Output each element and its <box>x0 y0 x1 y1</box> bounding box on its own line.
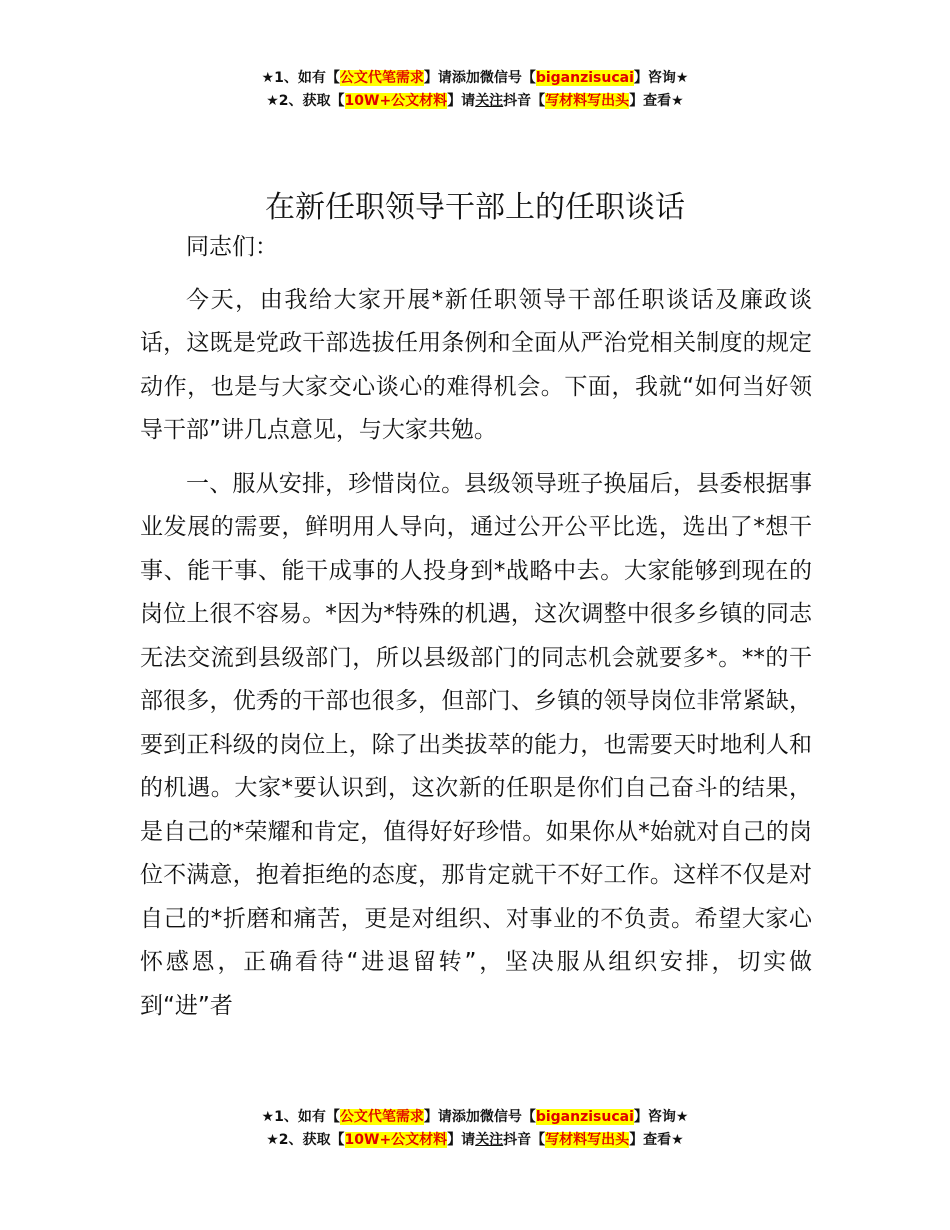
salutation: 同志们： <box>186 234 278 260</box>
banner-text: 抖音【 <box>503 93 546 109</box>
banner-highlight-wechat: biganzisucai <box>535 70 634 86</box>
banner-line-2 <box>0 1129 950 1152</box>
body-paragraph: 一、服从安排，珍惜岗位。县级领导班子换届后，县委根据事业发展的需要，鲜明用人导向，通过公开公平比选，选出了*想干事、能干事、能干成事的人投身到*战略中去。大家能够到现在的岗位上很不容易。*因为*特殊的机遇，这次调整中很多乡镇的同志无法交流到县级部门，所以县级部门的同志机会就要多*。**的干部很多，优秀的干部也很多，但部门、乡镇的领导岗位非常紧缺，要到正科级的岗位上，除了出类拔萃的能力，也需要天时地利人和的机遇。大家*要认识到，这次新的任职是你们自己奋斗的结果，是自己的*荣耀和肯定，值得好好珍惜。如果你从*始就对自己的岗位不满意，抱着拒绝的态度，那肯定就干不好工作。这样不仅是对自己的*折磨和痛苦，更是对组织、对事业的不负责。希望大家心怀感恩，正确看待“进退留转”，坚决服从组织安排，切实做到“进”者 <box>140 470 812 1019</box>
body-paragraph: 今天，由我给大家开展*新任职领导干部任职谈话及廉政谈话，这既是党政干部选拔任用条例和全面从严治党相关制度的规定动作，也是与大家交心谈心的难得机会。下面，我就“如何当好领导干部”讲几点意见，与大家共勉。 <box>140 286 812 443</box>
document-body <box>140 226 812 1028</box>
banner-text: 微信号【 <box>479 70 536 86</box>
banner-highlight: 10W+公文材料 <box>344 93 448 109</box>
banner-line-1 <box>0 67 950 90</box>
banner-line-2 <box>0 90 950 113</box>
banner-emphasis: 添加 <box>451 1109 480 1125</box>
banner-text: 】请 <box>423 1109 452 1125</box>
banner-text: 】咨询★ <box>633 70 689 86</box>
banner-text: 】请 <box>447 1132 476 1148</box>
banner-text: 】请 <box>423 70 452 86</box>
banner-emphasis: 添加 <box>451 70 480 86</box>
banner-emphasis: 关注 <box>475 1132 504 1148</box>
header-banner <box>0 67 950 113</box>
banner-highlight: 10W+公文材料 <box>344 1132 448 1148</box>
banner-text: 】查看★ <box>629 93 684 109</box>
footer-banner <box>0 1106 950 1152</box>
banner-highlight-wechat: biganzisucai <box>535 1109 634 1125</box>
banner-text: 】请 <box>447 93 476 109</box>
banner-text: ★1、如有【 <box>261 70 340 86</box>
banner-text: 】咨询★ <box>633 1109 689 1125</box>
banner-text: ★1、如有【 <box>261 1109 340 1125</box>
banner-emphasis: 关注 <box>475 93 504 109</box>
banner-line-1 <box>0 1106 950 1129</box>
banner-highlight: 公文代笔需求 <box>339 1109 424 1125</box>
banner-text: 微信号【 <box>479 1109 536 1125</box>
banner-text: ★2、获取【 <box>266 93 345 109</box>
banner-text: 】查看★ <box>629 1132 684 1148</box>
banner-text: ★2、获取【 <box>266 1132 345 1148</box>
banner-highlight-douyin: 写材料写出头 <box>545 93 630 109</box>
document-title: 在新任职领导干部上的任职谈话 <box>265 190 685 226</box>
banner-highlight: 公文代笔需求 <box>339 70 424 86</box>
banner-text: 抖音【 <box>503 1132 546 1148</box>
banner-highlight-douyin: 写材料写出头 <box>545 1132 630 1148</box>
